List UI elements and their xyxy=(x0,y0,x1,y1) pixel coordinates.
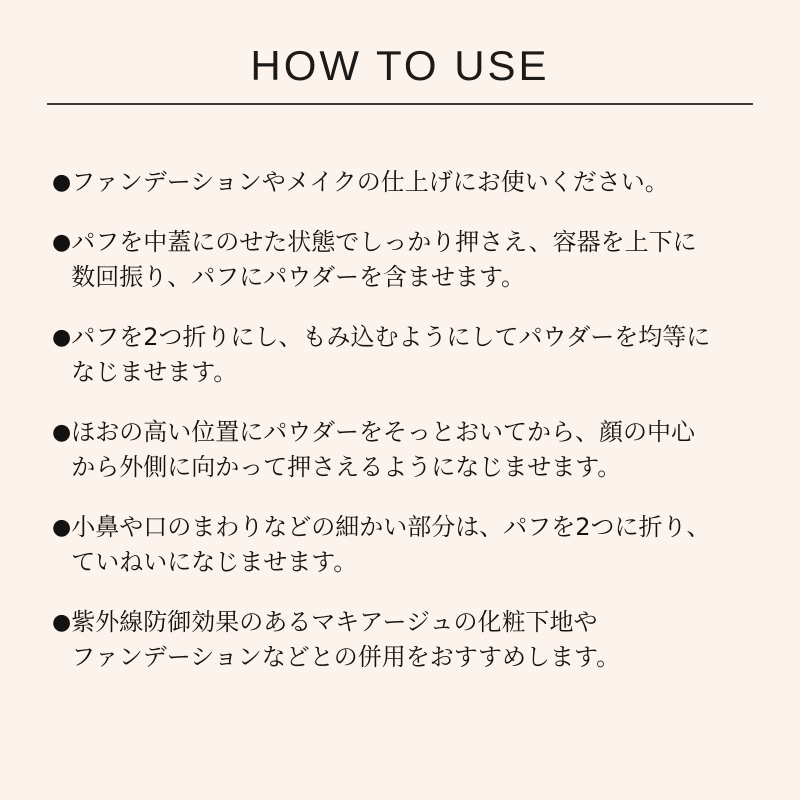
instruction-line: から外側に向かって押さえるようになじませます。 xyxy=(71,453,622,481)
bullet-icon: ● xyxy=(52,230,72,255)
instruction-line: 小鼻や口のまわりなどの細かい部分は、パフを2つに折り、 xyxy=(71,513,711,541)
instruction-line: ほおの高い位置にパウダーをそっとおいてから、顔の中心 xyxy=(71,418,695,446)
bullet-icon: ● xyxy=(52,515,72,540)
instruction-lines xyxy=(71,510,760,580)
instruction-item xyxy=(52,320,760,390)
instruction-item xyxy=(52,225,760,295)
instruction-lines xyxy=(71,225,760,295)
instruction-item xyxy=(52,415,760,485)
instruction-lines xyxy=(71,605,760,675)
instruction-line: なじませます。 xyxy=(71,358,238,386)
instruction-line: パフを中蓋にのせた状態でしっかり押さえ、容器を上下に xyxy=(71,228,697,256)
instruction-item xyxy=(52,605,760,675)
instruction-line: 紫外線防御効果のあるマキアージュの化粧下地や xyxy=(71,608,598,636)
instruction-line: ファンデーションなどとの併用をおすすめします。 xyxy=(71,643,621,671)
instruction-item xyxy=(52,510,760,580)
instruction-line: ていねいになじませます。 xyxy=(71,548,358,576)
instruction-line: 数回振り、パフにパウダーを含ませます。 xyxy=(71,263,526,291)
bullet-icon: ● xyxy=(52,420,72,445)
bullet-icon: ● xyxy=(52,610,72,635)
bullet-icon: ● xyxy=(52,170,72,195)
instruction-lines xyxy=(71,165,760,200)
instruction-lines xyxy=(71,320,760,390)
instruction-lines xyxy=(71,415,760,485)
page-title: HOW TO USE xyxy=(250,42,550,89)
instruction-item xyxy=(52,165,760,200)
title-underline xyxy=(47,103,753,105)
bullet-icon: ● xyxy=(52,325,72,350)
instruction-line: パフを2つ折りにし、もみ込むようにしてパウダーを均等に xyxy=(71,323,711,351)
instruction-line: ファンデーションやメイクの仕上げにお使いください。 xyxy=(71,168,669,196)
instructions-list xyxy=(0,165,800,675)
